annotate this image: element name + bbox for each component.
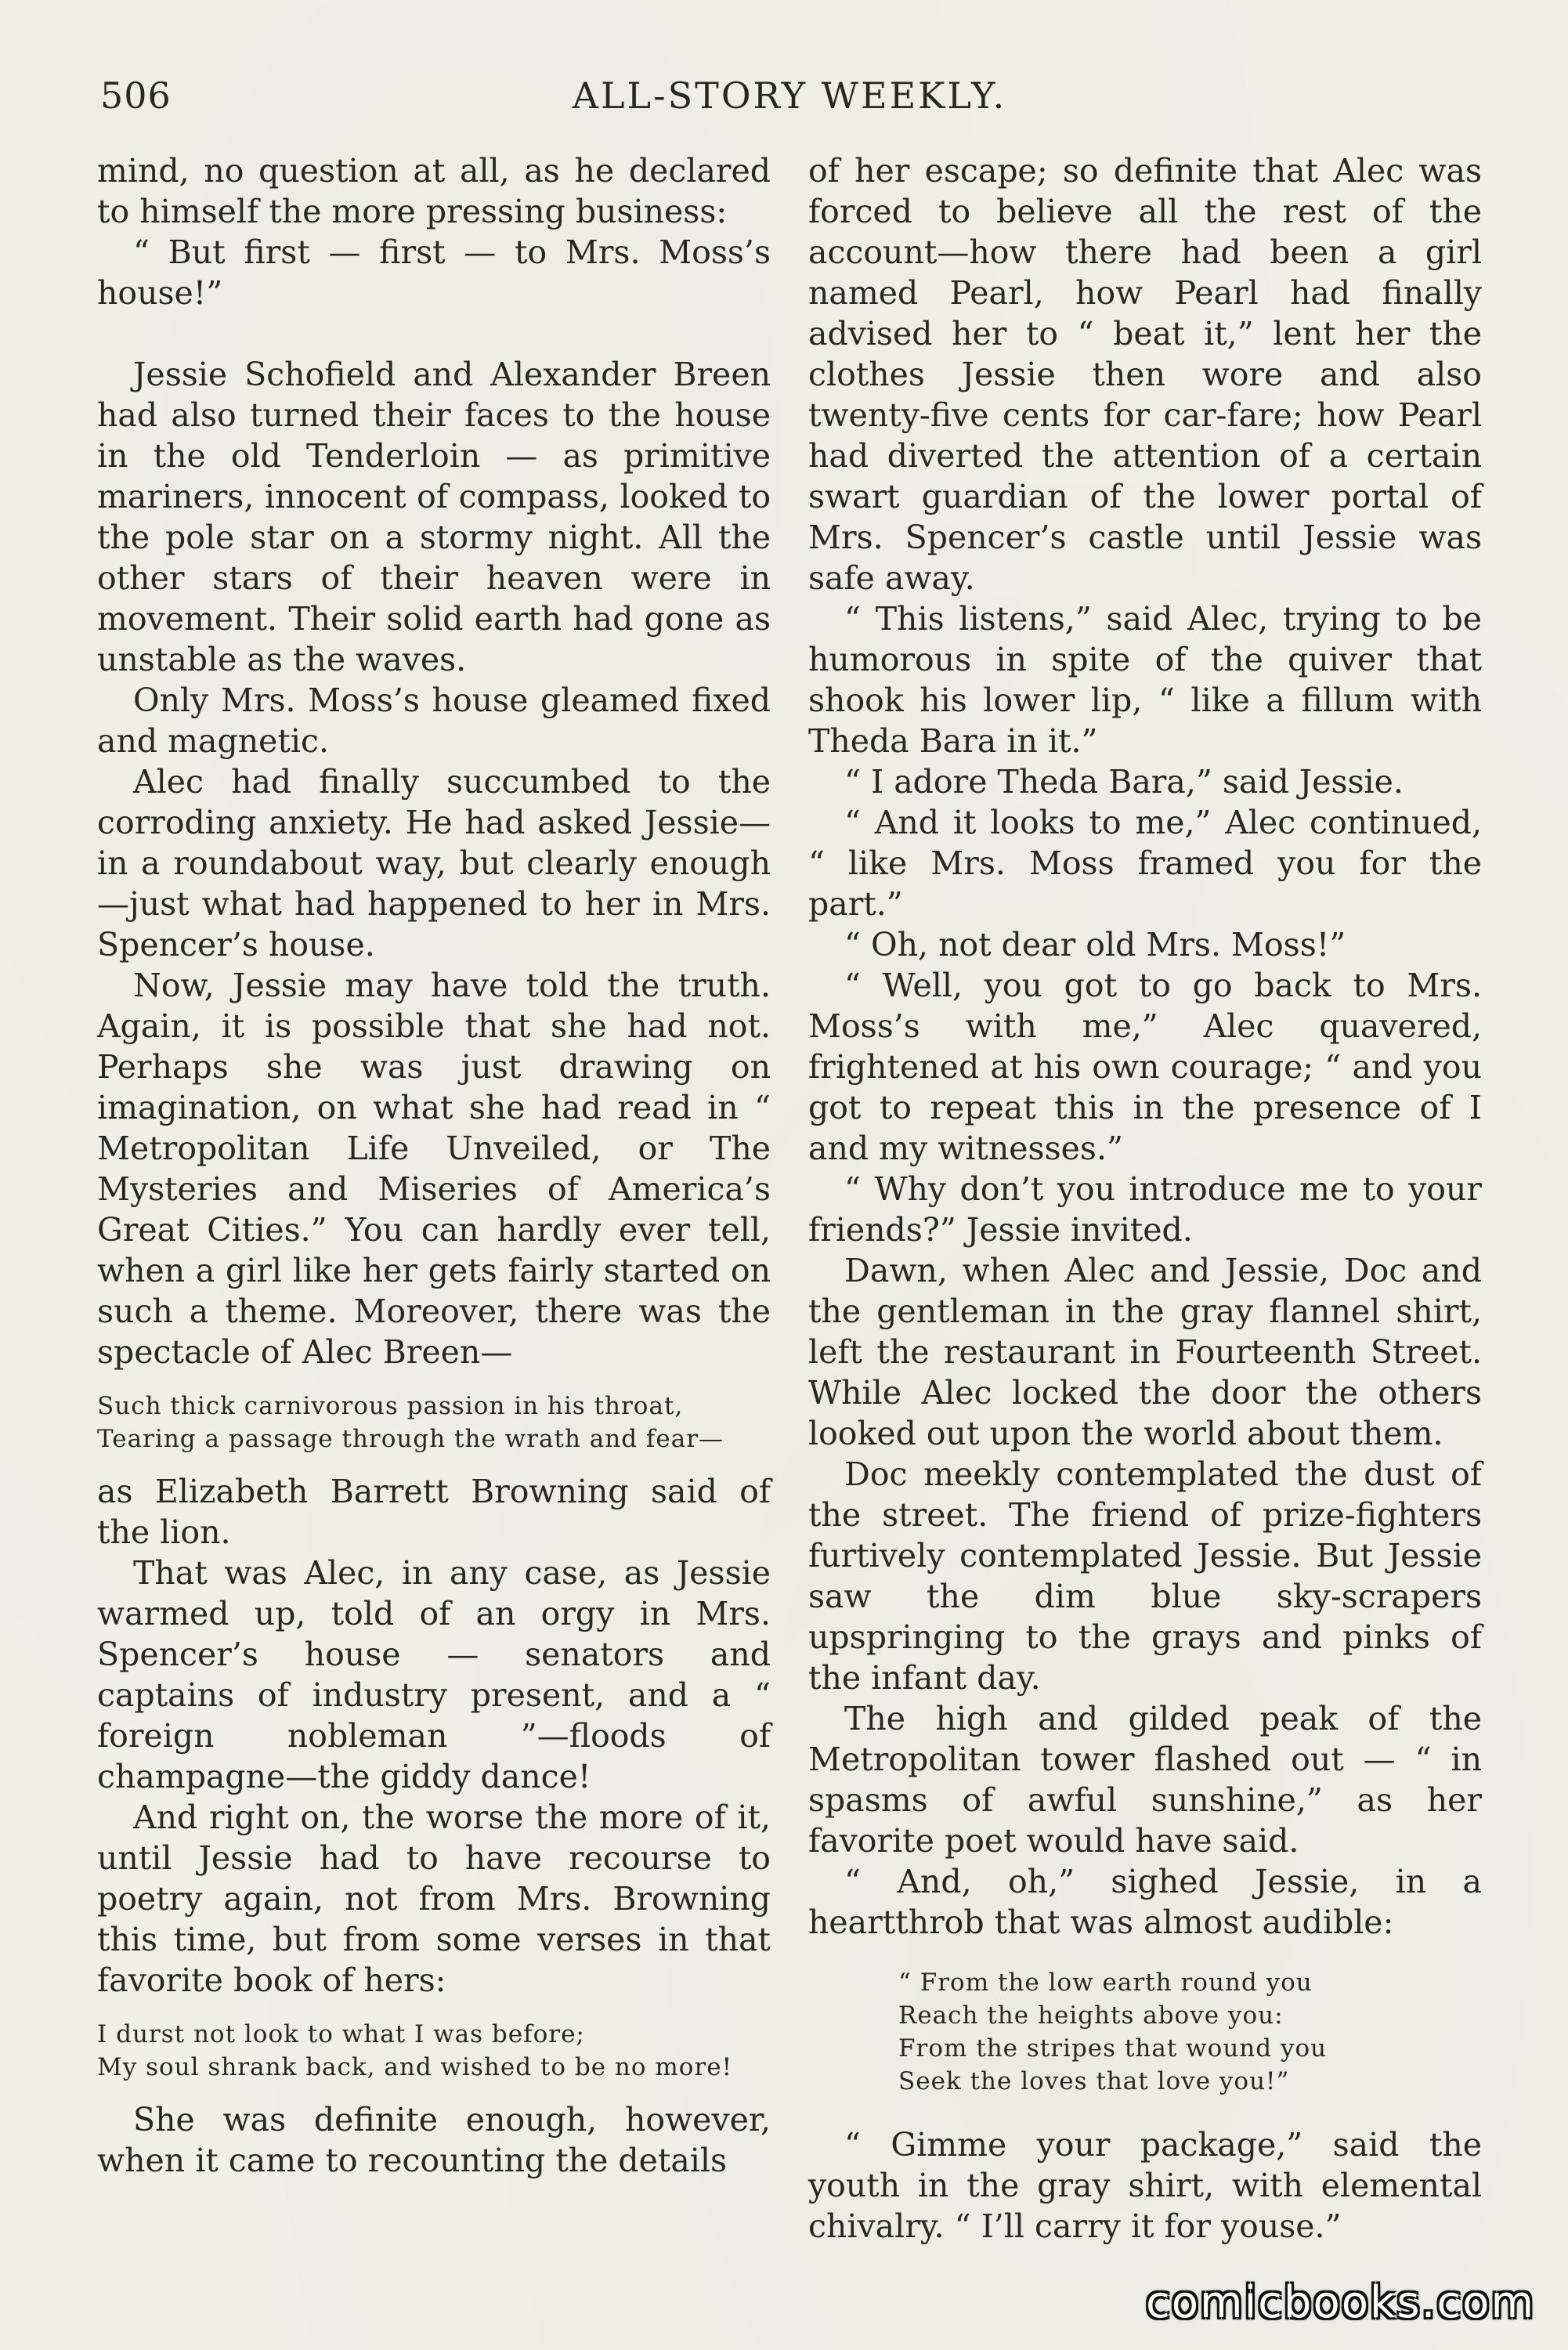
verse-line: Tearing a passage through the wrath and fear— (97, 1425, 724, 1453)
left-column (97, 150, 771, 2181)
verse-line: “ From the low earth round you (898, 1969, 1313, 1997)
verse-line: From the stripes that wound you (898, 2034, 1328, 2063)
paragraph: “ Gimme your package,” said the youth in the gray shirt, with elemental chivalry. “ I’ll carry it for youse.” (808, 2126, 1482, 2245)
verse-line: Such thick carnivorous passion in his throat, (97, 1392, 684, 1420)
verse-line: I durst not look to what I was before; (97, 2020, 585, 2048)
watermark-logo: comicbooks.com (1145, 2277, 1535, 2328)
paragraph: “ And, oh,” sighed Jessie, in a heartthrob that was almost audible: (808, 1863, 1482, 1941)
paragraph: She was definite enough, however, when it came to recounting the details (97, 2101, 771, 2179)
paragraph: That was Alec, in any case, as Jessie warmed up, told of an orgy in Mrs. Spencer’s house — senators and captains of industry present, and a “ foreign nobleman ”—floods of champagne—the giddy dance! (97, 1554, 771, 1795)
right-column (808, 150, 1482, 2247)
paragraph: “ And it looks to me,” Alec continued, “ like Mrs. Moss framed you for the part.” (808, 804, 1482, 923)
paragraph: Jessie Schofield and Alexander Breen had also turned their faces to the house in the old Tenderloin — as primitive mariners, innocent of compass, looked to the pole star on a stormy night. All the other stars of their heaven were in movement. Their solid earth had gone as unstable as the waves. (97, 356, 771, 678)
paragraph: The high and gilded peak of the Metropolitan tower flashed out — “ in spasms of awful sunshine,” as her favorite poet would have said. (808, 1700, 1482, 1860)
paragraph: “ This listens,” said Alec, trying to be humorous in spite of the quiver that shook his lower lip, “ like a fillum with Theda Bara in it.” (808, 600, 1482, 760)
verse-line: My soul shrank back, and wished to be no more! (97, 2053, 733, 2081)
paragraph: of her escape; so definite that Alec was forced to believe all the rest of the account—how there had been a girl named Pearl, how Pearl had finally advised her to “ beat it,” lent her the clothes Jessie then wore and also twenty-five cents for car-fare; how Pearl had diverted the attention of a certain swart guardian of the lower portal of Mrs. Spencer’s castle until Jessie was safe away. (808, 152, 1482, 597)
verse-line: Reach the heights above you: (898, 2001, 1284, 2030)
verse-line: Seek the loves that love you!” (898, 2067, 1290, 2095)
verse-quote (97, 2018, 771, 2084)
paragraph: Alec had finally succumbed to the corroding anxiety. He had asked Jessie—in a roundabout way, but clearly enough—just what had happened to her in Mrs. Spencer’s house. (97, 763, 771, 964)
running-title: ALL-STORY WEEKLY. (572, 74, 1007, 117)
paragraph: “ But first — first — to Mrs. Moss’s house!” (97, 233, 771, 312)
page-header (100, 74, 1479, 129)
paragraph: “ Well, you got to go back to Mrs. Moss’s with me,” Alec quavered, frightened at his own courage; “ and you got to repeat this in the presence of I and my witnesses.” (808, 967, 1482, 1167)
paragraph: Dawn, when Alec and Jessie, Doc and the gentleman in the gray flannel shirt, left the restaurant in Fourteenth Street. While Alec locked the door the others looked out upon the world about them. (808, 1252, 1482, 1452)
paragraph: Doc meekly contemplated the dust of the street. The friend of prize-fighters furtively contemplated Jessie. But Jessie saw the dim blue sky-scrapers upspringing to the grays and pinks of the infant day. (808, 1455, 1482, 1697)
paragraph: “ I adore Theda Bara,” said Jessie. (844, 763, 1404, 801)
paragraph: mind, no question at all, as he declared to himself the more pressing business: (97, 152, 771, 230)
paragraph: Only Mrs. Moss’s house gleamed fixed and magnetic. (97, 682, 771, 760)
verse-quote (97, 1390, 771, 1455)
page-number: 506 (100, 74, 172, 117)
paragraph: Now, Jessie may have told the truth. Again, it is possible that she had not. Perhaps she was just drawing on imagination, on what she had read in “ Metropolitan Life Unveiled, or The Mysteries and Miseries of America’s Great Cities.” You can hardly ever tell, when a girl like her gets fairly started on such a theme. Moreover, there was the spectacle of Alec Breen— (97, 967, 771, 1371)
paragraph: “ Oh, not dear old Mrs. Moss!” (844, 926, 1346, 964)
verse-quote (898, 1966, 1482, 2098)
paragraph: And right on, the worse the more of it, until Jessie had to have recourse to poetry again, not from Mrs. Browning this time, but from some verses in that favorite book of hers: (97, 1799, 771, 1999)
paragraph: “ Why don’t you introduce me to your friends?” Jessie invited. (808, 1170, 1482, 1249)
paragraph: as Elizabeth Barrett Browning said of the lion. (97, 1473, 771, 1551)
